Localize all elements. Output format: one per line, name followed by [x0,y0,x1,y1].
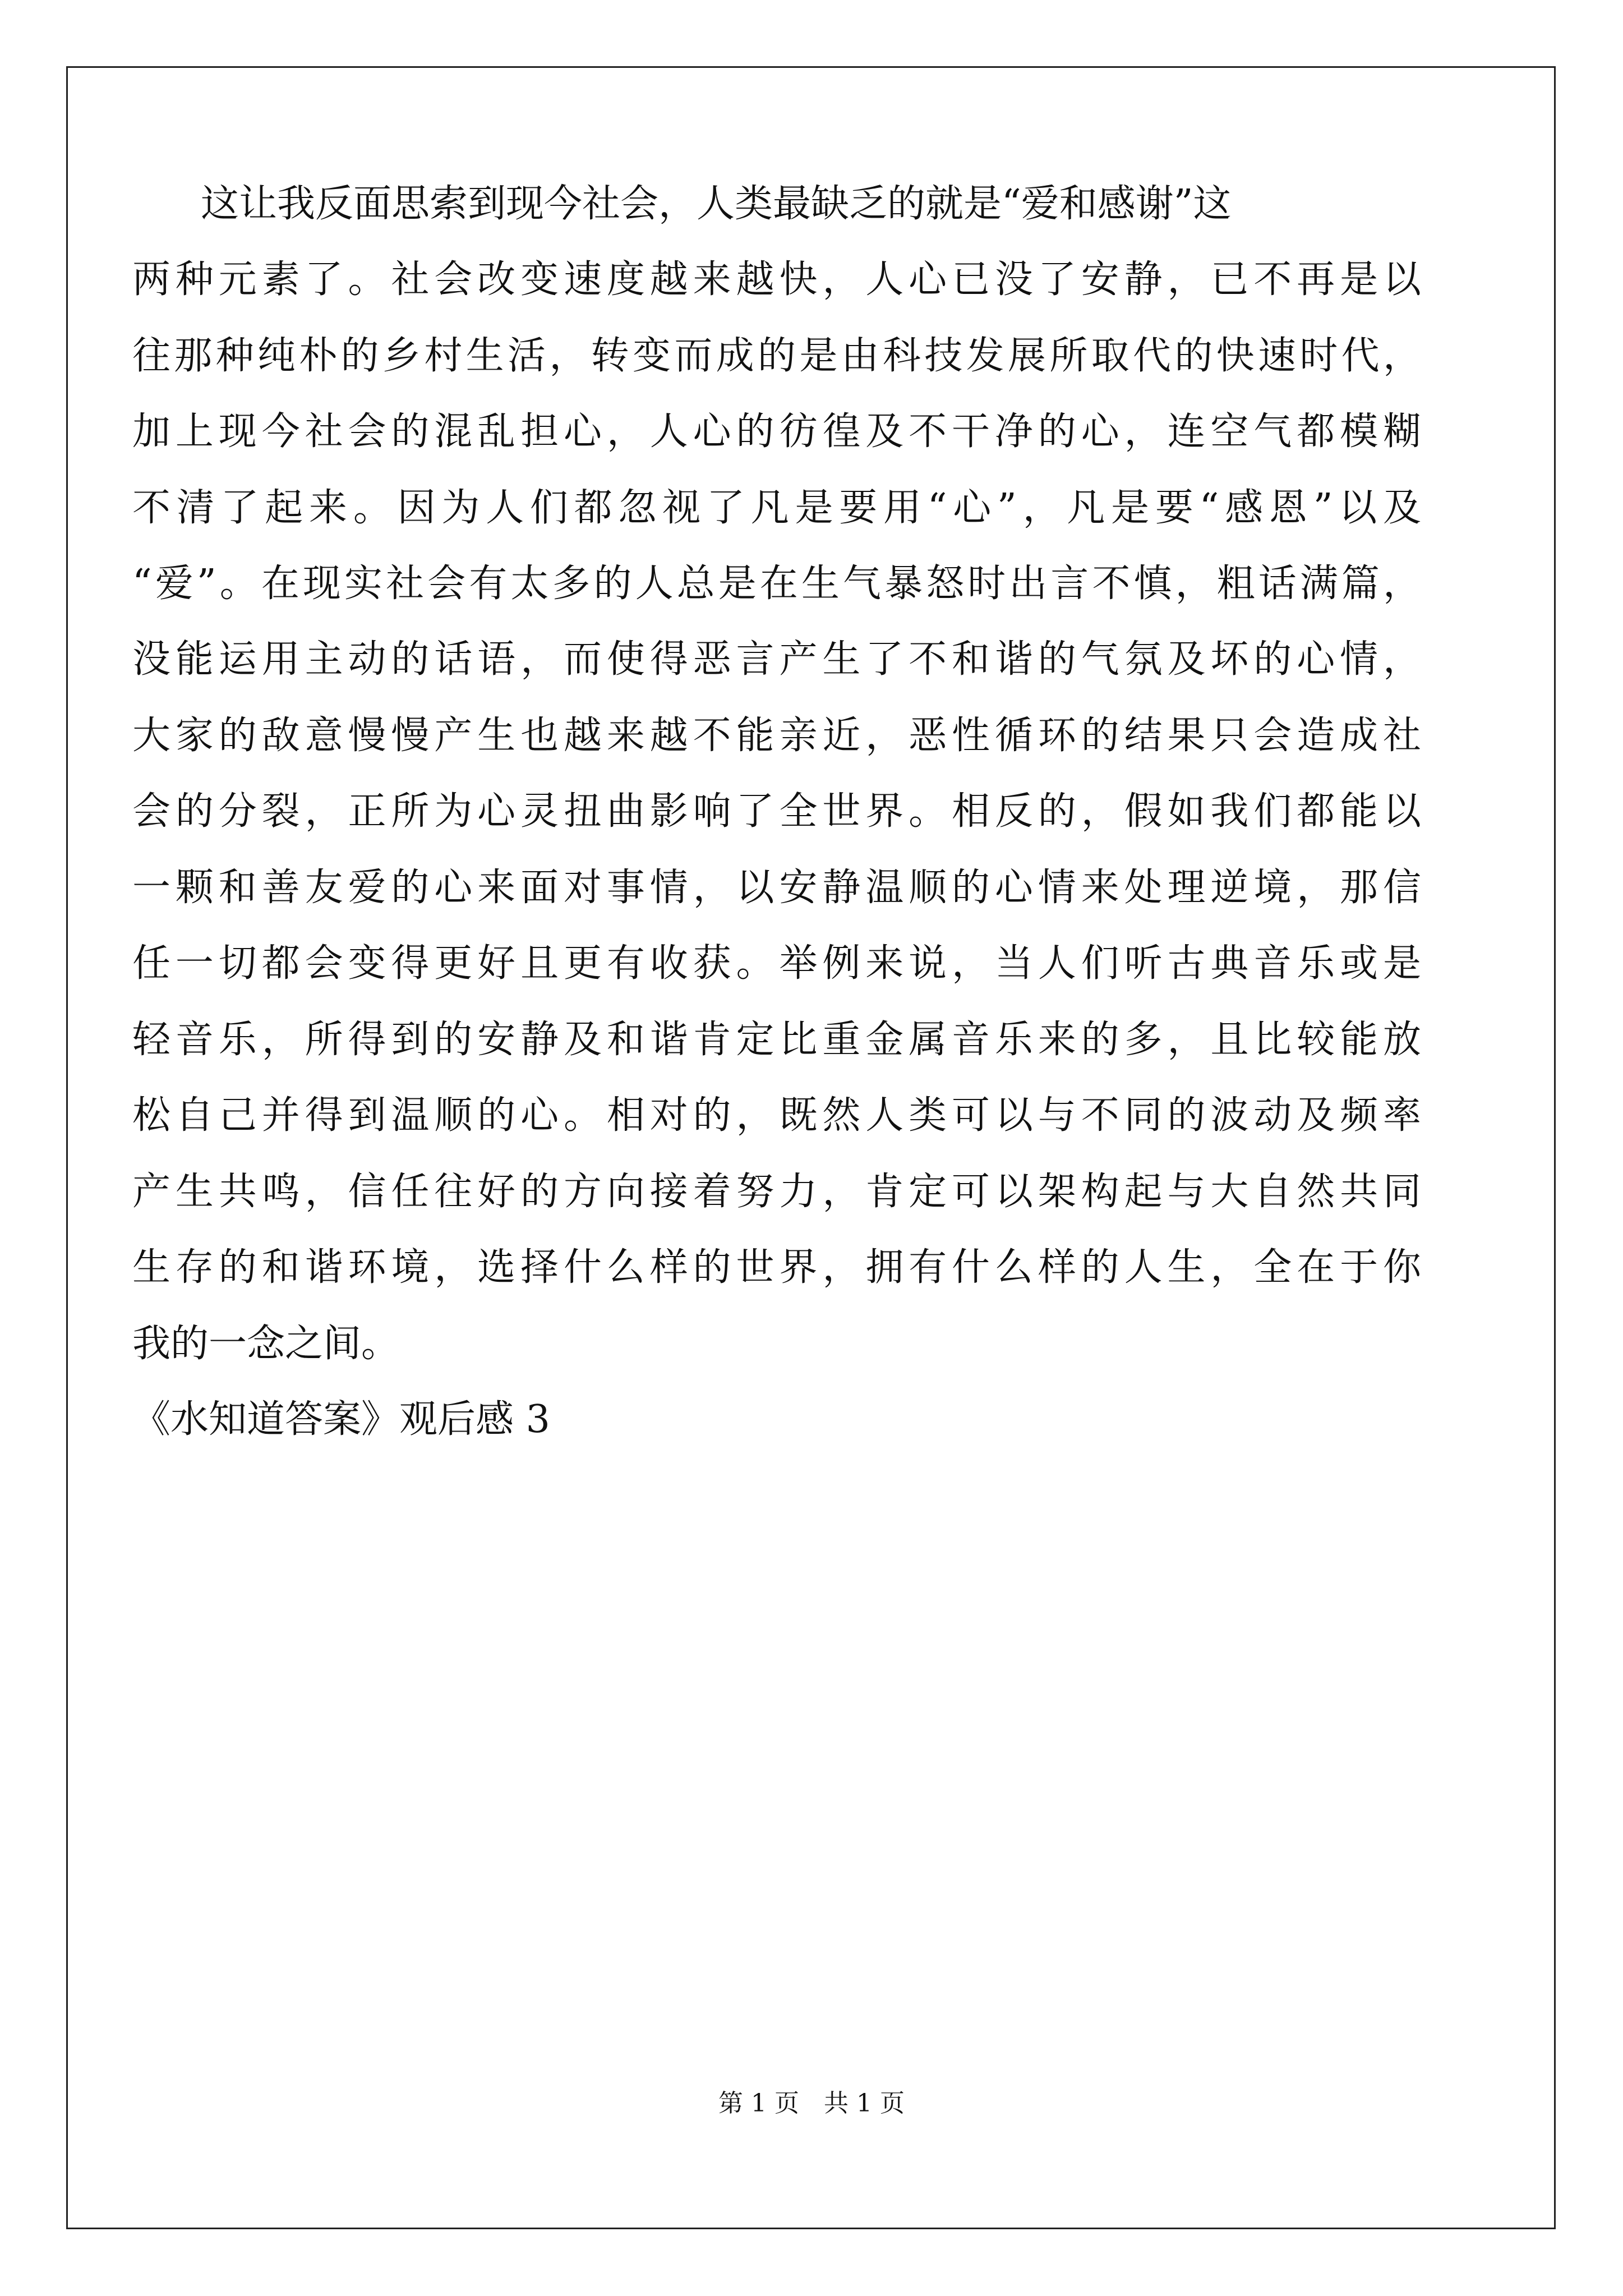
paragraph-line-15: 生存的和谐环境，选择什么样的世界，拥有什么样的人生，全在于你 [132,1245,1421,1290]
paragraph-line-5: 不清了起来。因为人们都忽视了凡是要用“心”，凡是要“感恩”以及 [132,486,1421,530]
paragraph-line-14: 产生共鸣，信任往好的方向接着努力，肯定可以架构起与大自然共同 [132,1170,1421,1214]
paragraph-line-3: 往那种纯朴的乡村生活，转变而成的是由科技发展所取代的快速时代， [132,334,1421,378]
paragraph-line-6: “爱”。在现实社会有太多的人总是在生气暴怒时出言不慎，粗话满篇， [132,562,1421,606]
page-border [66,66,1556,2229]
section-heading: 《水知道答案》观后感 3 [132,1397,550,1442]
paragraph-line-2: 两种元素了。社会改变速度越来越快，人心已没了安静，已不再是以 [132,257,1421,302]
paragraph-line-4: 加上现今社会的混乱担心，人心的彷徨及不干净的心，连空气都模糊 [132,409,1421,454]
paragraph-line-1: 这让我反面思索到现今社会，人类最缺乏的就是“爱和感谢”这 [201,182,1232,226]
paragraph-line-9: 会的分裂，正所为心灵扭曲影响了全世界。相反的，假如我们都能以 [132,789,1421,834]
page-footer [0,2091,1623,2116]
paragraph-line-8: 大家的敌意慢慢产生也越来越不能亲近，恶性循环的结果只会造成社 [132,714,1421,758]
paragraph-line-10: 一颗和善友爱的心来面对事情，以安静温顺的心情来处理逆境，那信 [132,866,1421,910]
paragraph-line-11: 任一切都会变得更好且更有收获。举例来说，当人们听古典音乐或是 [132,941,1421,986]
paragraph-line-13: 松自己并得到温顺的心。相对的，既然人类可以与不同的波动及频率 [132,1093,1421,1138]
paragraph-line-16: 我的一念之间。 [132,1322,400,1366]
paragraph-line-7: 没能运用主动的话语，而使得恶言产生了不和谐的气氛及坏的心情， [132,637,1421,682]
paragraph-line-12: 轻音乐，所得到的安静及和谐肯定比重金属音乐来的多，且比较能放 [132,1018,1421,1062]
page-number-label: 第 1 页 共 1 页 [718,2089,905,2118]
